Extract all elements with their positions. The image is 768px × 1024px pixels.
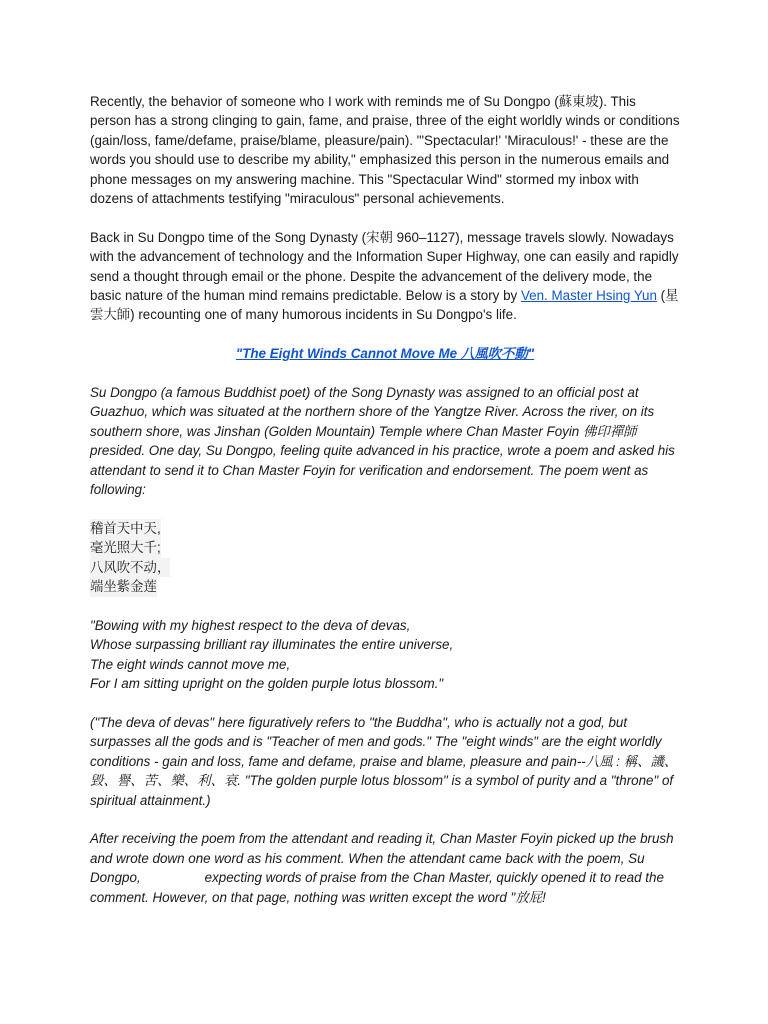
song-dynasty-paragraph bbox=[90, 228, 680, 325]
hsing-yun-link[interactable]: Ven. Master Hsing Yun bbox=[520, 288, 657, 304]
paragraph-text: After receiving the poem from the attendant and reading it, Chan Master Foyin picked up the brush and wrote down one word as his comment. When the attendant came back with the poem, Su Dongpo, bbox=[90, 831, 674, 886]
english-poem bbox=[90, 616, 680, 694]
response-paragraph bbox=[90, 829, 680, 907]
document-page bbox=[90, 92, 680, 907]
paragraph-text: Back in Su Dongpo time of the Song Dynasty (宋朝 960–1127), message travels slowly. Nowadays with the advancement of technology and the Information Super Highway, one can easily and rapidly send a thought through email or the phone. Despite the advancement of the delivery mode, the basic nature of the human mind remains predictable. Below is a story by bbox=[90, 229, 679, 304]
poem-line: "Bowing with my highest respect to the deva of devas, bbox=[90, 617, 411, 633]
poem-line: The eight winds cannot move me, bbox=[90, 656, 291, 672]
poem-line: 毫光照大千; bbox=[90, 538, 161, 557]
poem-line: 稽首天中天, bbox=[90, 519, 161, 538]
story-title-link[interactable]: "The Eight Winds Cannot Move Me 八風吹不動" bbox=[235, 346, 535, 362]
story-paragraph: Su Dongpo (a famous Buddhist poet) of the Song Dynasty was assigned to an official post at Guazhuo, which was situated at the northern shore of the Yangtze River. Across the river, on its southern shore, was Jinshan (Golden Mountain) Temple where Chan Master Foyin 佛印禪師 presided. One day, Su Dongpo, feeling quite advanced in his practice, wrote a poem and asked his attendant to send it to Chan Master Foyin for verification and endorsement. The poem went as following: bbox=[90, 385, 675, 498]
intro-paragraph: Recently, the behavior of someone who I work with reminds me of Su Dongpo (蘇東坡). This person has a strong clinging to gain, fame, and praise, three of the eight worldly winds or conditions (gain/loss, fame/defame, praise/blame, pleasure/pain). "'Spectacular!' 'Miraculous!' - these are the words you should use to describe my ability," emphasized this person in the numerous emails and phone messages on my answering machine. This "Spectacular Wind" stormed my inbox with dozens of attachments testifying "miraculous" personal achievements. bbox=[90, 94, 680, 207]
poem-line: 端坐紫金莲 bbox=[90, 577, 157, 596]
story-title bbox=[90, 344, 680, 363]
poem-line: Whose surpassing brilliant ray illuminates the entire universe, bbox=[90, 637, 454, 653]
poem-line: 八风吹不动， bbox=[90, 558, 170, 577]
chinese-poem bbox=[90, 519, 680, 597]
paragraph-text: (星雲大師) recounting one of many humorous incidents in Su Dongpo's life. bbox=[90, 288, 679, 323]
poem-line: For I am sitting upright on the golden purple lotus blossom." bbox=[90, 676, 444, 692]
paragraph-text: expecting words of praise from the Chan Master, quickly opened it to read the comment. However, on that page, nothing was written except the word "放屁! bbox=[90, 870, 664, 905]
explanation-paragraph: ("The deva of devas" here figuratively refers to "the Buddha", who is actually not a god, but surpasses all the gods and is "Teacher of men and gods." The "eight winds" are the eight worldly conditions - gain and loss, fame and defame, praise and blame, pleasure and pain--八風 : 稱、譏、毀、譽、苦、樂、利、衰. "The golden purple lotus blossom" is a symbol of purity and a "throne" of spiritual attainment.) bbox=[90, 714, 678, 808]
